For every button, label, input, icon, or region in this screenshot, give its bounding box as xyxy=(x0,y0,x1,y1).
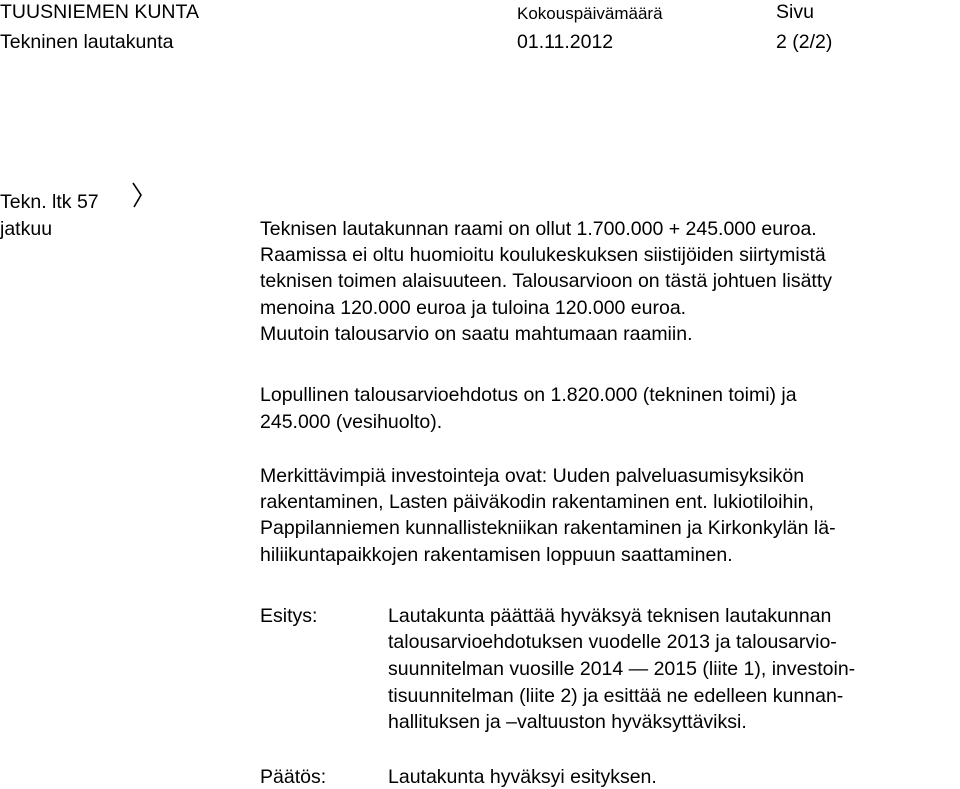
paragraph-1-line-2: Raamissa ei oltu huomioitu koulukeskuksen siistijöiden siirtymistä xyxy=(260,244,826,266)
paragraph-1-line-1: Teknisen lautakunnan raami on ollut 1.700.000 + 245.000 euroa. xyxy=(260,218,817,240)
decision-text: Lautakunta hyväksyi esityksen. xyxy=(388,766,657,788)
organization-name: TUUSNIEMEN KUNTA xyxy=(0,1,199,23)
paragraph-1-line-3: teknisen toimen alaisuuteen. Talousarvioon on tästä johtuen lisätty xyxy=(260,270,833,292)
section-continued-label: jatkuu xyxy=(0,218,53,240)
meeting-date-label: Kokouspäivämäärä xyxy=(517,4,663,23)
paragraph-3-line-1: Merkittävimpiä investointeja ovat: Uuden palveluasumisyksikön xyxy=(260,465,805,487)
proposal-line-1: Lautakunta päättää hyväksyä teknisen lautakunnan xyxy=(388,605,832,627)
paragraph-2-line-1: Lopullinen talousarvioehdotus on 1.820.000 (tekninen toimi) ja xyxy=(260,384,797,406)
paragraph-3-line-3: Pappilanniemen kunnallistekniikan rakentaminen ja Kirkonkylän lä- xyxy=(260,517,836,539)
meeting-date: 01.11.2012 xyxy=(517,31,614,53)
proposal-line-5: hallituksen ja –valtuuston hyväksyttäviksi. xyxy=(388,711,747,733)
paragraph-1-line-4: menoina 120.000 euroa ja tuloina 120.000 euroa. xyxy=(260,297,687,319)
proposal-line-4: tisuunnitelman (liite 2) ja esittää ne edelleen kunnan- xyxy=(388,685,844,707)
paragraph-3-line-2: rakentaminen, Lasten päiväkodin rakentaminen ent. lukiotiloihin, xyxy=(260,491,814,513)
proposal-line-2: talousarvioehdotuksen vuodelle 2013 ja talousarvio- xyxy=(388,631,837,653)
section-sign-icon xyxy=(131,181,145,209)
proposal-line-3: suunnitelman vuosille 2014 — 2015 (liite 1), investoin- xyxy=(388,658,856,680)
page-number: 2 (2/2) xyxy=(776,31,833,53)
proposal-label: Esitys: xyxy=(260,605,318,627)
paragraph-1-line-5: Muutoin talousarvio on saatu mahtumaan raamiin. xyxy=(260,323,693,345)
committee-name: Tekninen lautakunta xyxy=(0,31,174,53)
decision-label: Päätös: xyxy=(260,766,327,788)
paragraph-3-line-4: hiliikuntapaikkojen rakentamisen loppuun saattaminen. xyxy=(260,544,733,566)
section-reference: Tekn. ltk 57 xyxy=(0,191,99,213)
page-label: Sivu xyxy=(776,1,814,23)
paragraph-2-line-2: 245.000 (vesihuolto). xyxy=(260,411,443,433)
